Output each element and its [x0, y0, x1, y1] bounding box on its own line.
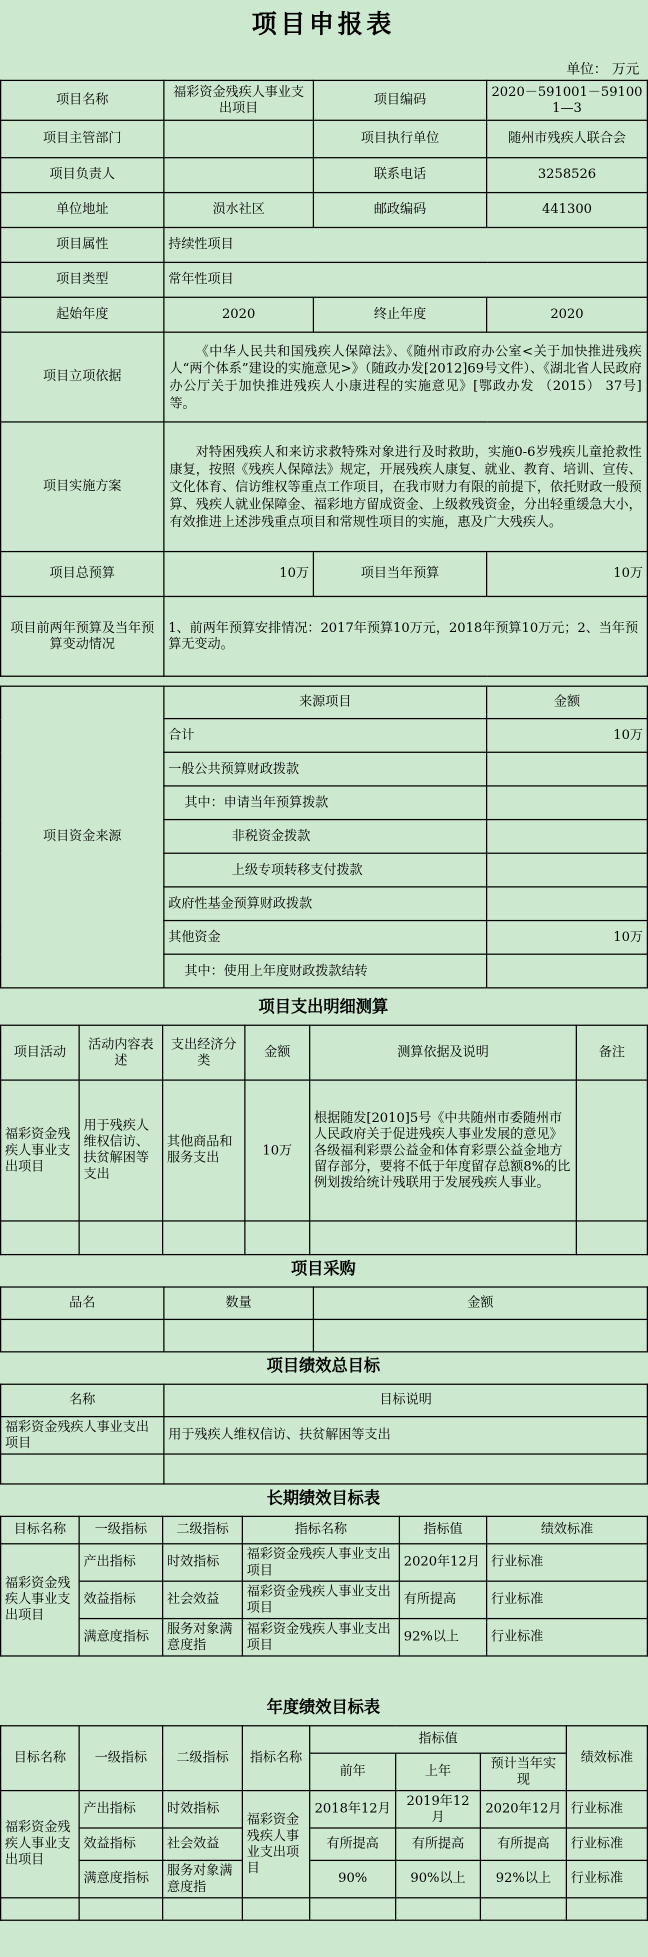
funding-row-amount	[487, 954, 648, 988]
annual-title: 年度绩效目标表	[266, 1698, 381, 1718]
annual-empty-cell	[310, 1898, 396, 1920]
annual-l2: 社会效益	[163, 1828, 243, 1860]
perf-desc: 用于残疾人维权信访、扶贫解困等支出	[164, 1417, 648, 1454]
perf-header-desc: 目标说明	[164, 1384, 648, 1416]
project-code-value: 2020－591001－591001—3	[487, 80, 648, 120]
annual-target: 福彩资金残疾人事业支出项目	[1, 1791, 80, 1898]
expense-empty-cell	[576, 1221, 647, 1255]
annual-l1: 效益指标	[79, 1828, 162, 1860]
procure-empty-cell	[313, 1319, 647, 1351]
funding-header-source: 来源项目	[164, 686, 487, 718]
expense-basis: 根据随发[2010]5号《中共随州市委随州市人民政府关于促进残疾人事业发展的意见》各级福利彩票公益金和体育彩票公益金地方留存部分，要将不低于年度留存总额8%的比例划拨给统计残联用于发展残疾人事业。	[310, 1080, 577, 1221]
annual-std: 行业标准	[566, 1791, 647, 1828]
expense-header-basis: 测算依据及说明	[310, 1025, 577, 1080]
exec-unit-label: 项目执行单位	[313, 120, 486, 157]
annual-std: 行业标准	[566, 1828, 647, 1860]
expense-empty-cell	[163, 1221, 245, 1255]
procure-header-qty: 数量	[164, 1287, 314, 1319]
change-text: 1、前两年预算安排情况：2017年预算10万元，2018年预算10万元；2、当年预算无变动。	[164, 596, 648, 676]
longterm-l2: 社会效益	[163, 1581, 243, 1618]
expense-content: 用于残疾人维权信访、扶贫解困等支出	[79, 1080, 162, 1221]
funding-row-name: 其中：使用上年度财政拨款结转	[164, 954, 487, 988]
longterm-header-l2: 二级指标	[163, 1516, 243, 1543]
longterm-header-name: 指标名称	[242, 1516, 399, 1543]
attr-label: 项目属性	[1, 227, 164, 262]
funding-row-name: 合计	[164, 719, 487, 753]
annual-value-prev1: 90%以上	[396, 1860, 481, 1897]
total-budget-value: 10万	[164, 552, 314, 597]
expense-header-amount: 金额	[245, 1025, 310, 1080]
procure-empty-cell	[164, 1319, 314, 1351]
perf-name: 福彩资金残疾人事业支出项目	[1, 1417, 164, 1454]
annual-l1: 满意度指标	[79, 1860, 162, 1897]
funding-row-name: 其中：申请当年预算拨款	[164, 786, 487, 820]
longterm-target: 福彩资金残疾人事业支出项目	[1, 1544, 80, 1656]
expense-activity: 福彩资金残疾人事业支出项目	[1, 1080, 80, 1221]
funding-row-amount	[487, 752, 648, 786]
expense-amount: 10万	[245, 1080, 310, 1221]
expense-empty-cell	[310, 1221, 577, 1255]
expense-empty-cell	[1, 1221, 80, 1255]
postcode-value: 441300	[487, 193, 648, 228]
annual-value-current: 2020年12月	[480, 1791, 566, 1828]
longterm-title: 长期绩效目标表	[266, 1489, 381, 1509]
annual-empty-cell	[79, 1898, 162, 1920]
expense-title: 项目支出明细测算	[258, 998, 389, 1018]
longterm-header-target: 目标名称	[1, 1516, 80, 1543]
leader-value	[164, 158, 314, 193]
postcode-label: 邮政编码	[313, 193, 486, 228]
year-budget-value: 10万	[487, 552, 648, 597]
type-label: 项目类型	[1, 262, 164, 297]
start-year-label: 起始年度	[1, 297, 164, 332]
expense-header-note: 备注	[576, 1025, 647, 1080]
annual-header-std: 绩效标准	[566, 1726, 647, 1791]
annual-value-current: 92%以上	[480, 1860, 566, 1897]
dept-label: 项目主管部门	[1, 120, 164, 157]
expense-header-activity: 项目活动	[1, 1025, 80, 1080]
unit-label: 单位： 万元	[566, 61, 640, 78]
longterm-header-l1: 一级指标	[79, 1516, 162, 1543]
start-year-value: 2020	[164, 297, 314, 332]
annual-l1: 产出指标	[79, 1791, 162, 1828]
perf-empty-cell	[164, 1454, 648, 1484]
total-budget-label: 项目总预算	[1, 552, 164, 597]
funding-row-amount	[487, 887, 648, 921]
funding-row-name: 政府性基金预算财政拨款	[164, 887, 487, 921]
basis-text: 《中华人民共和国残疾人保障法》、《随州市政府办公室<关于加快推进残疾人“两个体系”建设的实施意见>》（随政办发[2012]69号文件）、《湖北省人民政府办公厅关于加快推进残疾人小康进程的实施意见》[鄂政办发 （2015） 37号]等。	[164, 332, 648, 422]
annual-l2: 时效指标	[163, 1791, 243, 1828]
annual-value-prev2: 90%	[310, 1860, 396, 1897]
longterm-header-value: 指标值	[399, 1516, 486, 1543]
year-budget-label: 项目当年预算	[313, 552, 486, 597]
funding-row-amount: 10万	[487, 719, 648, 753]
longterm-l2: 时效指标	[163, 1544, 243, 1581]
annual-empty-cell	[480, 1898, 566, 1920]
expense-empty-cell	[79, 1221, 162, 1255]
plan-label: 项目实施方案	[1, 422, 164, 552]
longterm-indicator-name: 福彩资金残疾人事业支出项目	[242, 1544, 399, 1581]
longterm-std: 行业标准	[487, 1619, 648, 1656]
project-name-value: 福彩资金残疾人事业支出项目	[164, 80, 314, 120]
expense-note	[576, 1080, 647, 1221]
attr-value: 持续性项目	[164, 227, 648, 262]
basic-info-table	[0, 80, 648, 677]
address-value: 涢水社区	[164, 193, 314, 228]
annual-empty-cell	[396, 1898, 481, 1920]
project-code-label: 项目编码	[313, 80, 486, 120]
longterm-std: 行业标准	[487, 1544, 648, 1581]
annual-header-value: 指标值	[310, 1726, 567, 1753]
funding-row-name: 非税资金拨款	[164, 820, 487, 854]
annual-value-prev1: 2019年12月	[396, 1791, 481, 1828]
expense-empty-cell	[245, 1221, 310, 1255]
annual-header-target: 目标名称	[1, 1726, 80, 1791]
annual-table	[0, 1725, 648, 1921]
basis-label: 项目立项依据	[1, 332, 164, 422]
plan-text: 对特困残疾人和来访求救特殊对象进行及时救助，实施0-6岁残疾儿童抢救性康复，按照《残疾人保障法》规定，开展残疾人康复、就业、教育、培训、宣传、文化体育、信访维权等重点工作项目，在我市财力有限的前提下，依托财政一般预算、残疾人就业保障金、福彩地方留成资金、上级救残资金，分出轻重缓急大小，有效推进上述涉残重点项目和常规性项目的实施，惠及广大残疾人。	[164, 422, 648, 552]
phone-label: 联系电话	[313, 158, 486, 193]
end-year-label: 终止年度	[313, 297, 486, 332]
change-label: 项目前两年预算及当年预算变动情况	[1, 596, 164, 676]
longterm-l2: 服务对象满意度指	[163, 1619, 243, 1656]
address-label: 单位地址	[1, 193, 164, 228]
longterm-l1: 满意度指标	[79, 1619, 162, 1656]
longterm-value: 有所提高	[399, 1581, 486, 1618]
longterm-l1: 产出指标	[79, 1544, 162, 1581]
annual-header-l2: 二级指标	[163, 1726, 243, 1791]
procure-header-amount: 金额	[313, 1287, 647, 1319]
perf-empty-cell	[1, 1454, 164, 1484]
annual-indicator-name: 福彩资金残疾人事业支出项目	[242, 1791, 309, 1898]
funding-row-amount	[487, 820, 648, 854]
annual-subheader-prev1: 上年	[396, 1753, 481, 1790]
funding-row-amount: 10万	[487, 921, 648, 955]
dept-value	[164, 120, 314, 157]
funding-row-name: 其他资金	[164, 921, 487, 955]
annual-empty-cell	[1, 1898, 80, 1920]
funding-row-name: 一般公共预算财政拨款	[164, 752, 487, 786]
longterm-table	[0, 1516, 648, 1657]
funding-table	[0, 686, 648, 989]
procure-table	[0, 1286, 648, 1352]
page-title: 项目申报表	[251, 8, 396, 39]
funding-row-amount	[487, 786, 648, 820]
funding-label: 项目资金来源	[1, 686, 164, 988]
longterm-value: 2020年12月	[399, 1544, 486, 1581]
annual-value-prev2: 2018年12月	[310, 1791, 396, 1828]
perf-header-name: 名称	[1, 1384, 164, 1416]
expense-table	[0, 1025, 648, 1256]
longterm-indicator-name: 福彩资金残疾人事业支出项目	[242, 1581, 399, 1618]
longterm-indicator-name: 福彩资金残疾人事业支出项目	[242, 1619, 399, 1656]
annual-value-current: 有所提高	[480, 1828, 566, 1860]
annual-std: 行业标准	[566, 1860, 647, 1897]
expense-category: 其他商品和服务支出	[163, 1080, 245, 1221]
procure-title: 项目采购	[290, 1260, 356, 1279]
project-name-label: 项目名称	[1, 80, 164, 120]
exec-unit-value: 随州市残疾人联合会	[487, 120, 648, 157]
longterm-l1: 效益指标	[79, 1581, 162, 1618]
funding-row-name: 上级专项转移支付拨款	[164, 853, 487, 887]
expense-header-category: 支出经济分类	[163, 1025, 245, 1080]
expense-header-content: 活动内容表述	[79, 1025, 162, 1080]
funding-header-amount: 金额	[487, 686, 648, 718]
annual-header-l1: 一级指标	[79, 1726, 162, 1791]
funding-row-amount	[487, 853, 648, 887]
perf-title: 项目绩效总目标	[266, 1357, 381, 1377]
procure-empty-cell	[1, 1319, 164, 1351]
procure-header-item: 品名	[1, 1287, 164, 1319]
annual-empty-cell	[566, 1898, 647, 1920]
end-year-value: 2020	[487, 297, 648, 332]
longterm-std: 行业标准	[487, 1581, 648, 1618]
annual-subheader-prev2: 前年	[310, 1753, 396, 1790]
type-value: 常年性项目	[164, 262, 648, 297]
leader-label: 项目负责人	[1, 158, 164, 193]
phone-value: 3258526	[487, 158, 648, 193]
annual-empty-cell	[242, 1898, 309, 1920]
perf-table	[0, 1384, 648, 1485]
annual-subheader-current: 预计当年实现	[480, 1753, 566, 1790]
annual-header-name: 指标名称	[242, 1726, 309, 1791]
longterm-value: 92%以上	[399, 1619, 486, 1656]
annual-value-prev2: 有所提高	[310, 1828, 396, 1860]
annual-empty-cell	[163, 1898, 243, 1920]
annual-l2: 服务对象满意度指	[163, 1860, 243, 1897]
annual-value-prev1: 有所提高	[396, 1828, 481, 1860]
longterm-header-std: 绩效标准	[487, 1516, 648, 1543]
